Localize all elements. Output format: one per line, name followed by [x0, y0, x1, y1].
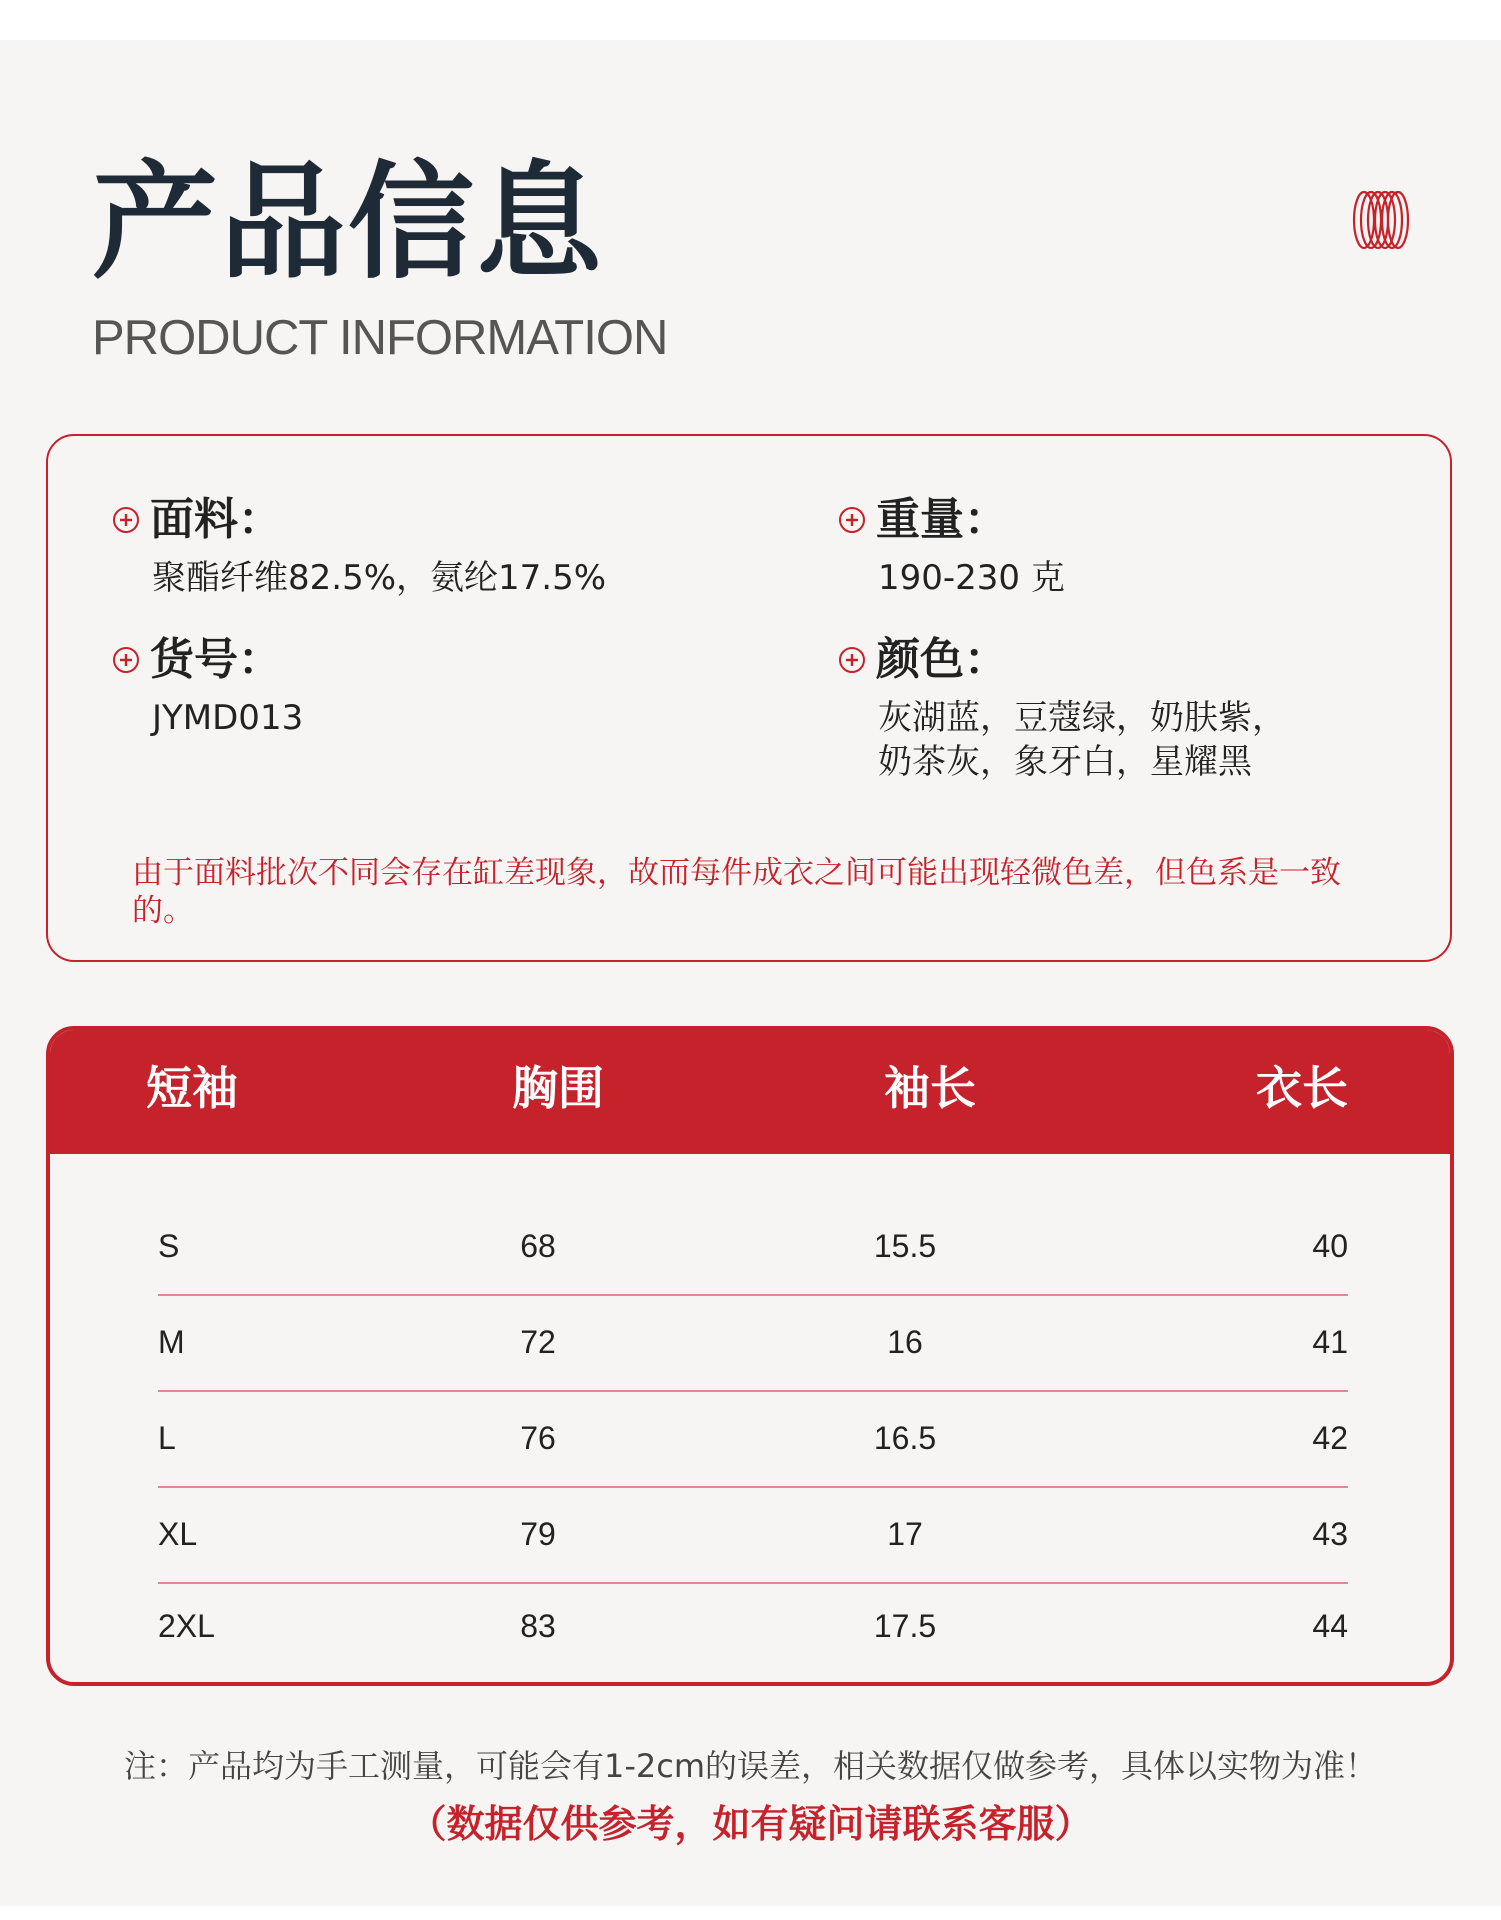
table-row — [158, 1198, 1348, 1296]
weight-info — [838, 494, 1065, 600]
weight-value: 190-230 克 — [878, 558, 1065, 598]
sleeve-cell: 17 — [887, 1516, 923, 1552]
plus-circle-icon — [112, 506, 140, 534]
page-background — [0, 40, 1501, 1906]
sleeve-cell: 16 — [887, 1324, 923, 1360]
measurement-note: 注：产品均为手工测量，可能会有1-2cm的误差，相关数据仅做参考，具体以实物为准！ — [123, 1747, 1378, 1785]
sleeve-cell: 16.5 — [873, 1420, 937, 1456]
table-row — [158, 1578, 1348, 1674]
color-value-line1: 灰湖蓝，豆蔻绿，奶肤紫， — [878, 698, 1286, 738]
chest-cell: 72 — [520, 1324, 556, 1360]
size-cell: M — [158, 1324, 185, 1360]
color-value-line2: 奶茶灰，象牙白，星耀黑 — [878, 742, 1252, 782]
page-title: 产品信息 — [92, 149, 604, 296]
chest-cell: 76 — [520, 1420, 556, 1456]
fabric-label-row — [112, 494, 606, 545]
item-number-value: JYMD013 — [152, 698, 304, 738]
plus-circle-icon — [838, 506, 866, 534]
length-cell: 40 — [1312, 1228, 1348, 1264]
plus-circle-icon — [112, 646, 140, 674]
length-cell: 43 — [1312, 1516, 1348, 1552]
fabric-value: 聚酯纤维82.5%，氨纶17.5% — [152, 558, 607, 598]
color-value — [878, 696, 1286, 784]
length-cell: 44 — [1312, 1608, 1348, 1644]
color-label: 颜色： — [876, 634, 1008, 685]
plus-circle-icon — [838, 646, 866, 674]
reference-disclaimer: （数据仅供参考，如有疑问请联系客服） — [408, 1802, 1093, 1846]
size-table-header — [50, 1030, 1450, 1154]
size-cell: 2XL — [158, 1608, 215, 1644]
size-cell: XL — [158, 1516, 198, 1552]
table-row — [158, 1390, 1348, 1488]
fabric-label: 面料： — [150, 494, 282, 545]
item-number-label: 货号： — [150, 634, 282, 685]
weight-label: 重量： — [876, 494, 1008, 545]
sleeve-cell: 15.5 — [873, 1228, 937, 1264]
size-cell: L — [158, 1420, 176, 1456]
item-number-label-row — [112, 634, 303, 685]
fabric-info — [112, 494, 607, 600]
chest-cell: 79 — [520, 1516, 556, 1552]
color-label-row — [838, 634, 1286, 685]
color-info — [838, 634, 1286, 784]
chest-cell: 83 — [520, 1608, 556, 1644]
header-chest: 胸围 — [512, 1061, 604, 1115]
header-sleeve-type: 短袖 — [146, 1061, 238, 1115]
length-cell: 41 — [1312, 1324, 1348, 1360]
page-subtitle: PRODUCT INFORMATION — [92, 311, 668, 365]
table-row — [158, 1486, 1348, 1584]
table-row — [158, 1294, 1348, 1392]
item-number-info — [112, 634, 304, 740]
product-info-card — [46, 434, 1452, 962]
color-difference-note: 由于面料批次不同会存在缸差现象，故而每件成衣之间可能出现轻微色差，但色系是一致的。 — [132, 855, 1341, 929]
size-table — [46, 1026, 1454, 1686]
length-cell: 42 — [1312, 1420, 1348, 1456]
chest-cell: 68 — [520, 1228, 556, 1264]
header-sleeve-length: 袖长 — [884, 1061, 976, 1115]
header-body-length: 衣长 — [1256, 1061, 1348, 1115]
size-cell: S — [158, 1228, 180, 1264]
rings-decoration-icon — [1350, 188, 1410, 252]
weight-label-row — [838, 494, 1065, 545]
sleeve-cell: 17.5 — [873, 1608, 937, 1644]
